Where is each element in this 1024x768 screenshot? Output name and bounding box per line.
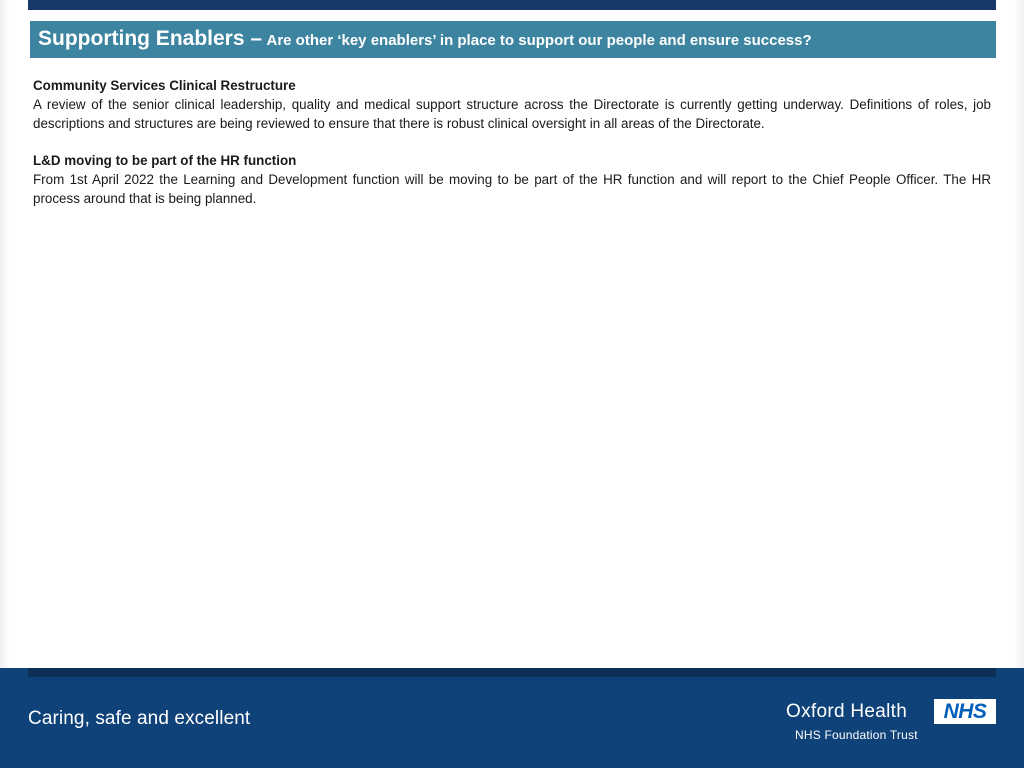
page-edge-left [0,0,10,668]
page-title: Supporting Enablers – [38,27,263,50]
footer-tagline: Caring, safe and excellent [28,708,251,729]
content-area [33,76,991,226]
section-ld-hr [33,151,991,208]
footer-divider [28,668,996,677]
section-clinical-restructure [33,76,991,133]
title-banner [30,21,996,58]
page-subtitle: Are other ‘key enablers’ in place to support our people and ensure success? [266,32,812,49]
org-subtitle: NHS Foundation Trust [795,728,918,742]
top-accent-bar [28,0,996,10]
section-body: A review of the senior clinical leadership, quality and medical support structure across the Directorate is currently getting underway. Definitions of roles, job descriptions and structures are being reviewed to ensure that there is robust clinical oversight in all areas of the Directorate. [33,97,991,131]
section-heading: Community Services Clinical Restructure [33,78,296,93]
section-body: From 1st April 2022 the Learning and Development function will be moving to be part of the HR function and will report to the Chief People Officer. The HR process around that is being planned. [33,172,991,206]
nhs-logo [934,699,996,724]
page-edge-right [1014,0,1024,668]
nhs-logo-text: NHS [943,699,987,723]
section-heading: L&D moving to be part of the HR function [33,153,297,168]
org-name: Oxford Health [786,701,908,722]
